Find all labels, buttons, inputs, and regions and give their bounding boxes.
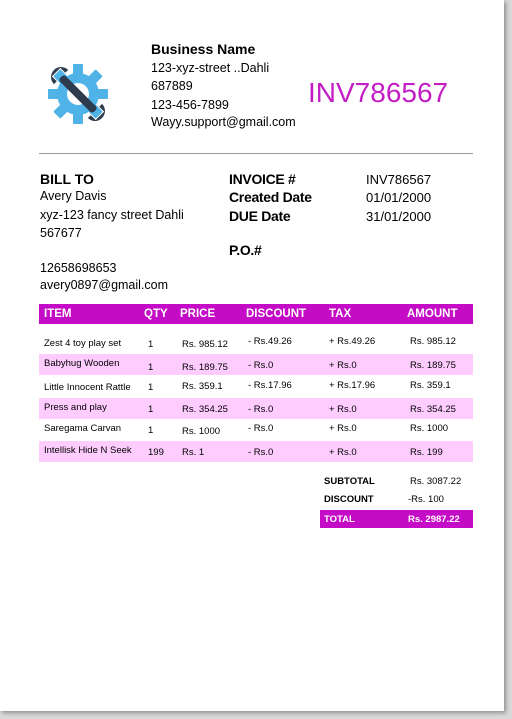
created-date-value: 01/01/2000 — [366, 190, 432, 205]
cell-discount: - Rs.17.96 — [248, 380, 292, 391]
header-qty: QTY — [144, 308, 168, 320]
table-row — [39, 441, 473, 462]
cell-amount: Rs. 1000 — [410, 423, 449, 434]
cell-price: Rs. 189.75 — [182, 362, 228, 373]
cell-qty: 1 — [148, 382, 154, 393]
bill-to-email: avery0897@gmail.com — [40, 278, 169, 292]
cell-amount: Rs. 359.1 — [410, 380, 451, 391]
table-row — [39, 419, 473, 440]
bill-to-phone: 12658698653 — [40, 261, 117, 275]
business-address-line2: 687889 — [151, 79, 193, 93]
cell-qty: 1 — [148, 339, 154, 350]
cell-qty: 199 — [148, 447, 164, 458]
cell-item: Intellisk Hide N Seek — [44, 445, 132, 456]
cell-price: Rs. 359.1 — [182, 381, 223, 392]
cell-tax: + Rs.49.26 — [329, 336, 376, 347]
cell-price: Rs. 985.12 — [182, 339, 228, 350]
business-phone: 123-456-7899 — [151, 98, 229, 112]
cell-qty: 1 — [148, 404, 154, 415]
cell-amount: Rs. 354.25 — [410, 404, 456, 415]
header-item: ITEM — [44, 308, 72, 320]
due-date-label: DUE Date — [229, 208, 291, 224]
due-date-value: 31/01/2000 — [366, 209, 432, 224]
header-amount: AMOUNT — [407, 308, 458, 320]
cell-discount: - Rs.0 — [248, 423, 274, 434]
cell-qty: 1 — [148, 362, 154, 373]
total-value: Rs. 2987.22 — [408, 514, 460, 525]
cell-tax: + Rs.0 — [329, 404, 357, 415]
cell-tax: + Rs.0 — [329, 360, 357, 371]
header-discount: DISCOUNT — [246, 308, 307, 320]
cell-tax: + Rs.0 — [329, 423, 357, 434]
cell-amount: Rs. 199 — [410, 447, 443, 458]
table-row — [39, 398, 473, 419]
cell-tax: + Rs.17.96 — [329, 380, 376, 391]
cell-price: Rs. 1000 — [182, 426, 221, 437]
subtotal-value: Rs. 3087.22 — [410, 476, 462, 487]
cell-item: Press and play — [44, 402, 107, 413]
cell-discount: - Rs.49.26 — [248, 336, 292, 347]
table-row — [39, 354, 473, 375]
cell-amount: Rs. 189.75 — [410, 360, 456, 371]
gear-wrench-icon — [44, 60, 120, 126]
cell-discount: - Rs.0 — [248, 360, 274, 371]
items-table-header — [39, 304, 473, 324]
cell-discount: - Rs.0 — [248, 447, 274, 458]
table-row — [39, 333, 473, 354]
cell-item: Saregama Carvan — [44, 423, 122, 434]
bill-to-title: BILL TO — [40, 171, 94, 187]
cell-price: Rs. 1 — [182, 447, 205, 458]
header-divider — [39, 153, 473, 154]
business-name: Business Name — [151, 41, 256, 57]
cell-discount: - Rs.0 — [248, 404, 274, 415]
header-price: PRICE — [180, 308, 216, 320]
total-label: TOTAL — [324, 514, 355, 525]
invoice-number-heading: INV786567 — [308, 77, 449, 108]
invoice-number-label: INVOICE # — [229, 171, 296, 187]
business-email: Wayy.support@gmail.com — [151, 115, 296, 129]
po-label: P.O.# — [229, 242, 262, 258]
table-row — [39, 376, 473, 397]
discount-value: -Rs. 100 — [408, 494, 444, 505]
business-address-line1: 123-xyz-street ..Dahli — [151, 61, 270, 75]
header-tax: TAX — [329, 308, 352, 320]
bill-to-address-line1: xyz-123 fancy street Dahli — [40, 208, 184, 222]
cell-tax: + Rs.0 — [329, 447, 357, 458]
bill-to-name: Avery Davis — [40, 189, 107, 203]
invoice-number-value: INV786567 — [366, 172, 432, 187]
cell-price: Rs. 354.25 — [182, 404, 228, 415]
cell-item: Zest 4 toy play set — [44, 338, 122, 349]
cell-amount: Rs. 985.12 — [410, 336, 456, 347]
discount-label: DISCOUNT — [324, 494, 374, 505]
cell-item: Babyhug Wooden — [44, 358, 120, 369]
subtotal-label: SUBTOTAL — [324, 476, 375, 487]
cell-item: Little Innocent Rattle — [44, 382, 131, 393]
bill-to-address-line2: 567677 — [40, 226, 82, 240]
created-date-label: Created Date — [229, 189, 312, 205]
total-bar — [320, 510, 473, 528]
cell-qty: 1 — [148, 425, 154, 436]
